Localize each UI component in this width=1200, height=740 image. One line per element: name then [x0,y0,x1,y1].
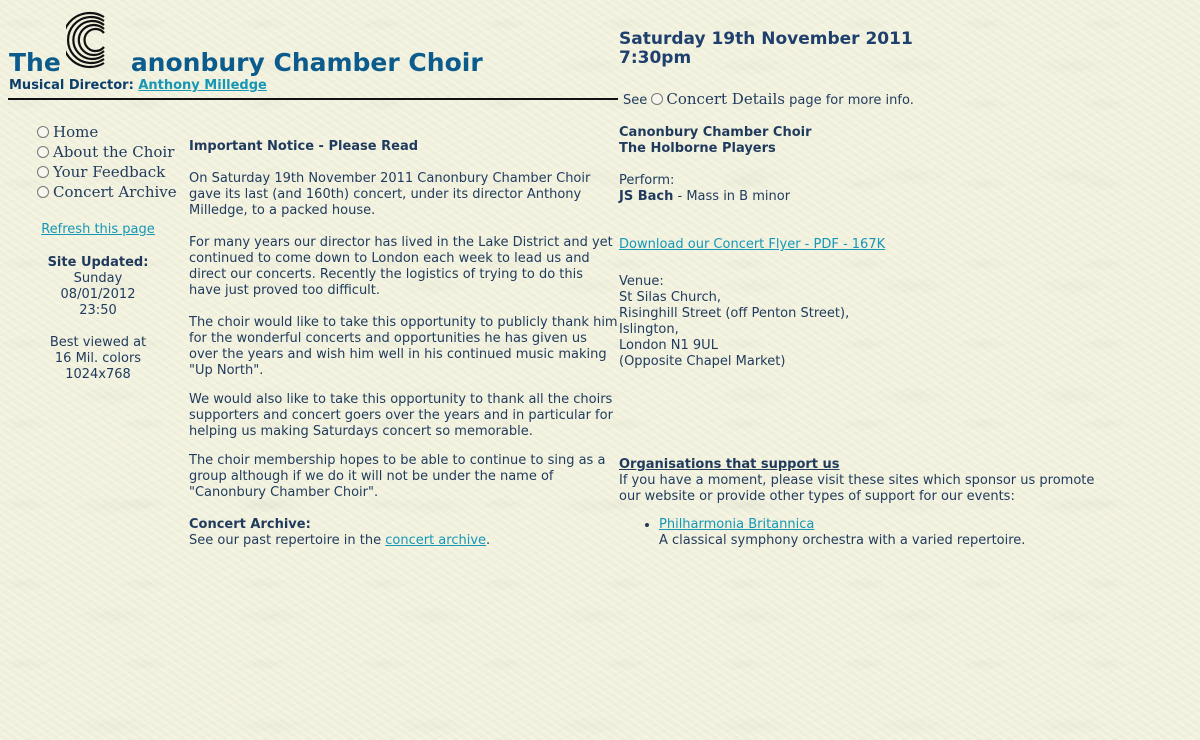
see-prefix: See [623,93,648,108]
venue-line: St Silas Church, [619,290,721,305]
refresh-link[interactable]: Refresh this page [41,222,155,237]
concert-time: 7:30pm [619,48,692,68]
notice-paragraph-5: The choir membership hopes to be able to continue to sing as a group although if we do it will not be under the name of "Canonbury Chamber Choir". [189,453,606,500]
best-viewed-2: 16 Mil. colors [54,351,142,366]
venue-label: Venue: [619,274,664,289]
director-link[interactable]: Anthony Milledge [138,78,267,93]
notice-heading: Important Notice - Please Read [189,139,419,154]
list-item [659,517,1099,549]
title-prefix: The [9,48,61,77]
organisations-list [619,517,1099,549]
concert-info-column [619,125,1099,370]
header-divider [8,98,618,100]
updated-date: 08/01/2012 [60,287,136,302]
concert-details-link[interactable]: Concert Details [666,90,785,108]
performer-players: The Holborne Players [619,141,776,156]
nav-label: About the Choir [53,143,175,161]
perform-label: Perform: [619,173,675,188]
see-details-line [623,90,914,108]
nav-label: Your Feedback [53,163,166,181]
notice-paragraph-2: For many years our director has lived in the Lake District and yet continued to come down to London each week to lead us and direct our concerts. Recently the logistics of trying to do this have just proved too difficult. [189,235,613,298]
radio-bullet-icon [37,166,49,178]
notice-paragraph-4: We would also like to take this opportunity to thank all the choirs supporters and concert goers over the years and in particular for helping us making Saturdays concert so memorable. [189,392,613,439]
venue-line: London N1 9UL [619,338,718,353]
archive-end: . [486,533,491,548]
nav-item-feedback[interactable] [37,162,177,182]
notice-paragraph-1: On Saturday 19th November 2011 Canonbury Chamber Choir gave its last (and 160th) concert, under its director Anthony Milledge, to a packed house. [189,171,591,218]
nav-item-about[interactable] [37,142,177,162]
nav-item-home[interactable] [37,122,177,142]
concert-date-heading [619,30,913,68]
radio-bullet-icon [651,93,663,105]
archive-text: See our past repertoire in the [189,533,382,548]
nav-label: Concert Archive [53,183,177,201]
musical-director-line [9,78,267,93]
organisations-heading[interactable]: Organisations that support us [619,457,840,472]
concert-flyer-link[interactable]: Download our Concert Flyer - PDF - 167K [619,237,886,252]
updated-label: Site Updated: [47,255,149,270]
radio-bullet-icon [37,126,49,138]
concert-archive-link[interactable]: concert archive [385,533,487,548]
work: - Mass in B minor [673,189,791,204]
radio-bullet-icon [37,186,49,198]
venue-line: Risinghill Street (off Penton Street), [619,306,850,321]
director-label: Musical Director: [9,78,134,93]
venue-line: Islington, [619,322,679,337]
side-nav [37,122,177,202]
title-rest: anonbury Chamber Choir [130,48,483,77]
performer-choir: Canonbury Chamber Choir [619,125,812,140]
organisation-description: A classical symphony orchestra with a varied repertoire. [659,533,1026,548]
best-viewed-3: 1024x768 [65,367,131,382]
composer: JS Bach [619,189,674,204]
nav-item-archive[interactable] [37,182,177,202]
updated-day: Sunday [73,271,123,286]
organisation-link[interactable]: Philharmonia Britannica [659,517,815,532]
concert-date: Saturday 19th November 2011 [619,29,913,49]
radio-bullet-icon [37,146,49,158]
organisations-intro: If you have a moment, please visit these sites which sponsor us promote our website or provide other types of support for our events: [619,473,1095,504]
updated-time: 23:50 [79,303,117,318]
archive-heading: Concert Archive: [189,517,311,532]
venue-line: (Opposite Chapel Market) [619,354,786,369]
organisations-section [619,457,1099,549]
best-viewed-1: Best viewed at [49,335,147,350]
see-suffix: page for more info. [789,93,914,108]
site-title [9,46,483,80]
notice-column [189,139,619,549]
nav-label: Home [53,123,99,141]
notice-paragraph-3: The choir would like to take this opportunity to publicly thank him for the wonderful concerts and opportunities he has given us over the years and wish him well in his continued music making "Up North". [189,315,618,378]
site-info [28,222,168,383]
